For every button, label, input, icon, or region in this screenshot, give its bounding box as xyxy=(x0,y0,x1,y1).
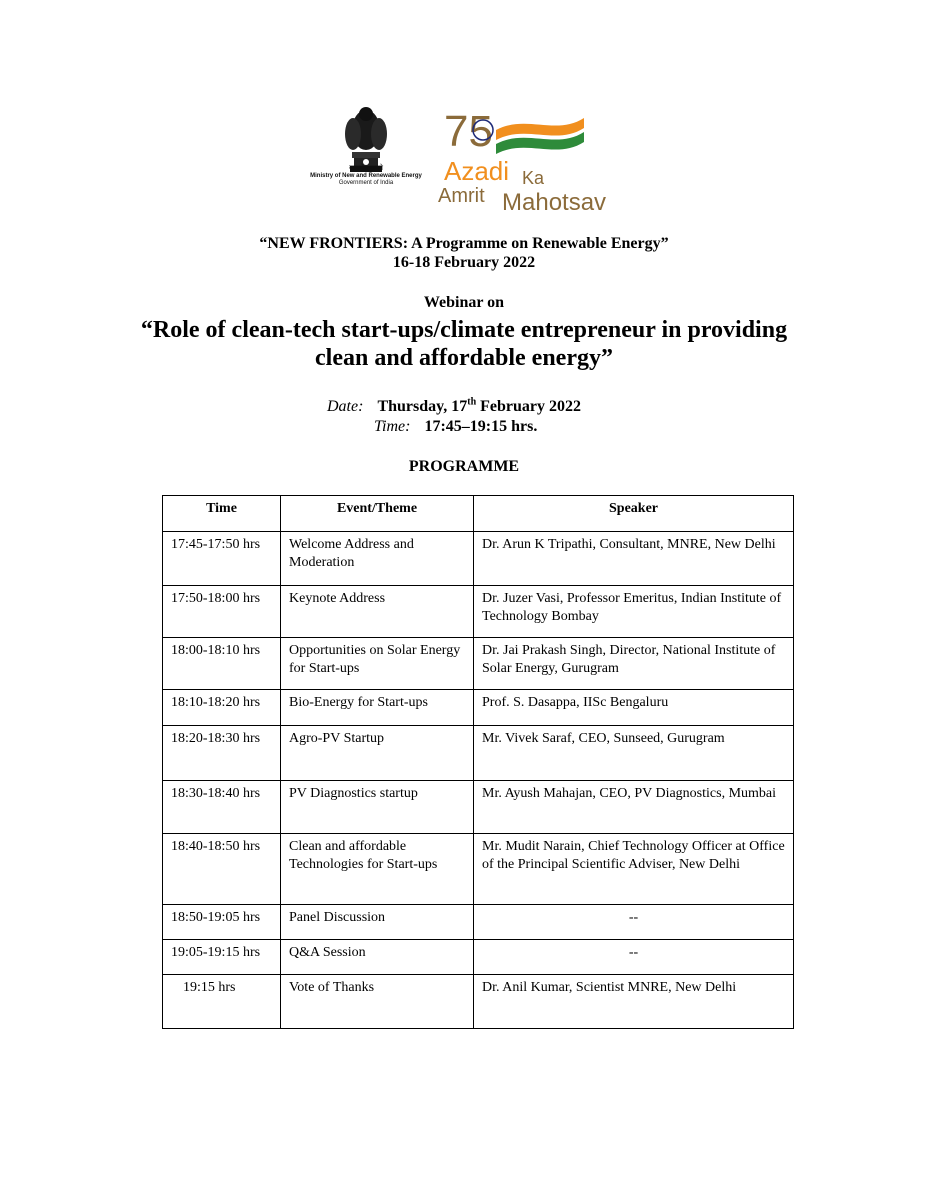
table-row xyxy=(163,690,794,726)
time-label: Time: xyxy=(374,418,411,435)
table-header-row xyxy=(163,496,794,532)
time-value: 17:45–19:15 hrs. xyxy=(424,418,538,435)
programme-title: “NEW FRONTIERS: A Programme on Renewable Energy” xyxy=(259,235,669,252)
akam-amrit: Amrit xyxy=(438,185,485,207)
date-value: Thursday, 17th February 2022 xyxy=(377,397,582,416)
row-event: Panel Discussion xyxy=(281,905,474,940)
row-event: Clean and affordable Technologies for Start-ups xyxy=(281,834,474,905)
row-speaker: Prof. S. Dasappa, IISc Bengaluru xyxy=(474,690,794,726)
row-time: 17:50-18:00 hrs xyxy=(163,586,281,638)
programme-heading: PROGRAMME xyxy=(408,458,520,475)
row-event: Vote of Thanks xyxy=(281,975,474,1029)
table-row xyxy=(163,834,794,905)
table-row xyxy=(163,532,794,586)
row-event: PV Diagnostics startup xyxy=(281,781,474,834)
table-row xyxy=(163,586,794,638)
col-header-time: Time xyxy=(163,496,281,532)
row-time: 18:40-18:50 hrs xyxy=(163,834,281,905)
row-speaker: Mr. Mudit Narain, Chief Technology Officer at Office of the Principal Scientific Adviser, New Delhi xyxy=(474,834,794,905)
row-event: Q&A Session xyxy=(281,940,474,975)
row-time: 18:00-18:10 hrs xyxy=(163,638,281,690)
government-name: Government of India xyxy=(338,180,394,186)
row-time: 18:10-18:20 hrs xyxy=(163,690,281,726)
webinar-label: Webinar on xyxy=(423,294,505,311)
row-speaker: Mr. Ayush Mahajan, CEO, PV Diagnostics, Mumbai xyxy=(474,781,794,834)
webinar-title-line1: “Role of clean-tech start-ups/climate entrepreneur in providing xyxy=(140,317,788,343)
row-speaker: -- xyxy=(474,940,794,975)
date-label: Date: xyxy=(327,398,364,416)
row-event: Agro-PV Startup xyxy=(281,726,474,781)
programme-title-block xyxy=(0,234,928,272)
row-speaker: Dr. Juzer Vasi, Professor Emeritus, Indian Institute of Technology Bombay xyxy=(474,586,794,638)
akam-azadi: Azadi xyxy=(444,156,510,186)
time-line xyxy=(374,418,537,436)
akam-ka: Ka xyxy=(522,168,545,188)
table-row xyxy=(163,781,794,834)
date-line xyxy=(327,397,581,416)
col-header-event: Event/Theme xyxy=(281,496,474,532)
row-speaker: Mr. Vivek Saraf, CEO, Sunseed, Gurugram xyxy=(474,726,794,781)
col-header-speaker: Speaker xyxy=(474,496,794,532)
akam-75: 75 xyxy=(444,107,493,156)
ministry-name: Ministry of New and Renewable Energy xyxy=(310,172,422,179)
table-row xyxy=(163,905,794,940)
row-event: Keynote Address xyxy=(281,586,474,638)
row-time: 18:30-18:40 hrs xyxy=(163,781,281,834)
programme-table xyxy=(162,495,794,1029)
row-event: Opportunities on Solar Energy for Start-ups xyxy=(281,638,474,690)
azadi-ka-amrit-mahotsav-logo xyxy=(436,104,626,212)
row-time: 19:15 hrs xyxy=(163,975,281,1029)
table-row xyxy=(163,726,794,781)
row-time: 18:50-19:05 hrs xyxy=(163,905,281,940)
table-row xyxy=(163,940,794,975)
row-time: 19:05-19:15 hrs xyxy=(163,940,281,975)
motto-text: सत्यमेव जयते xyxy=(348,165,384,172)
row-time: 18:20-18:30 hrs xyxy=(163,726,281,781)
national-emblem-icon xyxy=(306,100,426,205)
akam-mahotsav: Mahotsav xyxy=(502,189,607,212)
row-time: 17:45-17:50 hrs xyxy=(163,532,281,586)
row-event: Bio-Energy for Start-ups xyxy=(281,690,474,726)
row-event: Welcome Address and Moderation xyxy=(281,532,474,586)
logo-header xyxy=(0,100,928,215)
ministry-caption xyxy=(300,165,432,188)
row-speaker: Dr. Anil Kumar, Scientist MNRE, New Delhi xyxy=(474,975,794,1029)
webinar-title xyxy=(0,316,928,372)
webinar-title-line2: clean and affordable energy” xyxy=(315,345,613,371)
programme-dates: 16-18 February 2022 xyxy=(392,254,536,271)
table-row xyxy=(163,638,794,690)
row-speaker: Dr. Arun K Tripathi, Consultant, MNRE, New Delhi xyxy=(474,532,794,586)
row-speaker: -- xyxy=(474,905,794,940)
row-speaker: Dr. Jai Prakash Singh, Director, National Institute of Solar Energy, Gurugram xyxy=(474,638,794,690)
table-row xyxy=(163,975,794,1029)
